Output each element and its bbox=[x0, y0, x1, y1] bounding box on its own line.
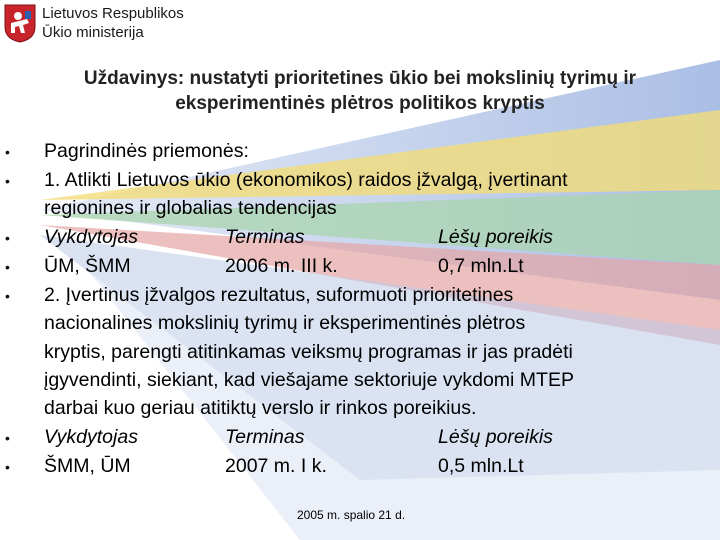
bullet-marker: • bbox=[5, 288, 10, 304]
list-item-line: nacionalines mokslinių tyrimų ir eksperimentinės plėtros bbox=[44, 312, 526, 334]
footer-date: 2005 m. spalio 21 d. bbox=[297, 508, 406, 522]
list-item: Pagrindinės priemonės: bbox=[44, 140, 249, 162]
row-deadline: 2006 m. III k. bbox=[225, 255, 338, 277]
row-funding: 0,7 mln.Lt bbox=[438, 255, 524, 277]
column-header-executor: Vykdytojas bbox=[44, 426, 138, 448]
title-line-1: Uždavinys: nustatyti prioritetines ūkio bei mokslinių tyrimų ir bbox=[83, 68, 637, 89]
column-header-funding: Lėšų poreikis bbox=[438, 226, 553, 248]
bullet-marker: • bbox=[5, 259, 10, 275]
row-funding: 0,5 mln.Lt bbox=[438, 455, 524, 477]
list-item-line: kryptis, parengti atitinkamas veiksmų programas ir jas pradėti bbox=[44, 341, 573, 363]
row-executor: ŪM, ŠMM bbox=[44, 255, 131, 277]
column-header-executor: Vykdytojas bbox=[44, 226, 138, 248]
list-item-line: 2. Įvertinus įžvalgos rezultatus, suformuoti prioritetines bbox=[44, 284, 514, 306]
bullet-marker: • bbox=[5, 173, 10, 189]
bullet-marker: • bbox=[5, 430, 10, 446]
list-item-line: darbai kuo geriau atitiktų verslo ir rinkos poreikius. bbox=[44, 397, 477, 419]
list-item-line: regionines ir globalias tendencijas bbox=[44, 197, 337, 219]
title-line-2: eksperimentinės plėtros politikos kryptis bbox=[175, 93, 545, 114]
row-deadline: 2007 m. I k. bbox=[225, 455, 327, 477]
list-item-line: 1. Atlikti Lietuvos ūkio (ekonomikos) raidos įžvalgą, įvertinant bbox=[44, 169, 568, 191]
row-executor: ŠMM, ŪM bbox=[44, 455, 131, 477]
ministry-line-2: Ūkio ministerija bbox=[42, 24, 144, 41]
column-header-deadline: Terminas bbox=[225, 226, 305, 248]
bullet-marker: • bbox=[5, 459, 10, 475]
column-header-deadline: Terminas bbox=[225, 426, 305, 448]
bullet-marker: • bbox=[5, 230, 10, 246]
column-header-funding: Lėšų poreikis bbox=[438, 426, 553, 448]
ministry-line-1: Lietuvos Respublikos bbox=[42, 5, 184, 22]
list-item-line: įgyvendinti, siekiant, kad viešajame sektoriuje vykdomi MTEP bbox=[44, 369, 574, 391]
bullet-marker: • bbox=[5, 144, 10, 160]
